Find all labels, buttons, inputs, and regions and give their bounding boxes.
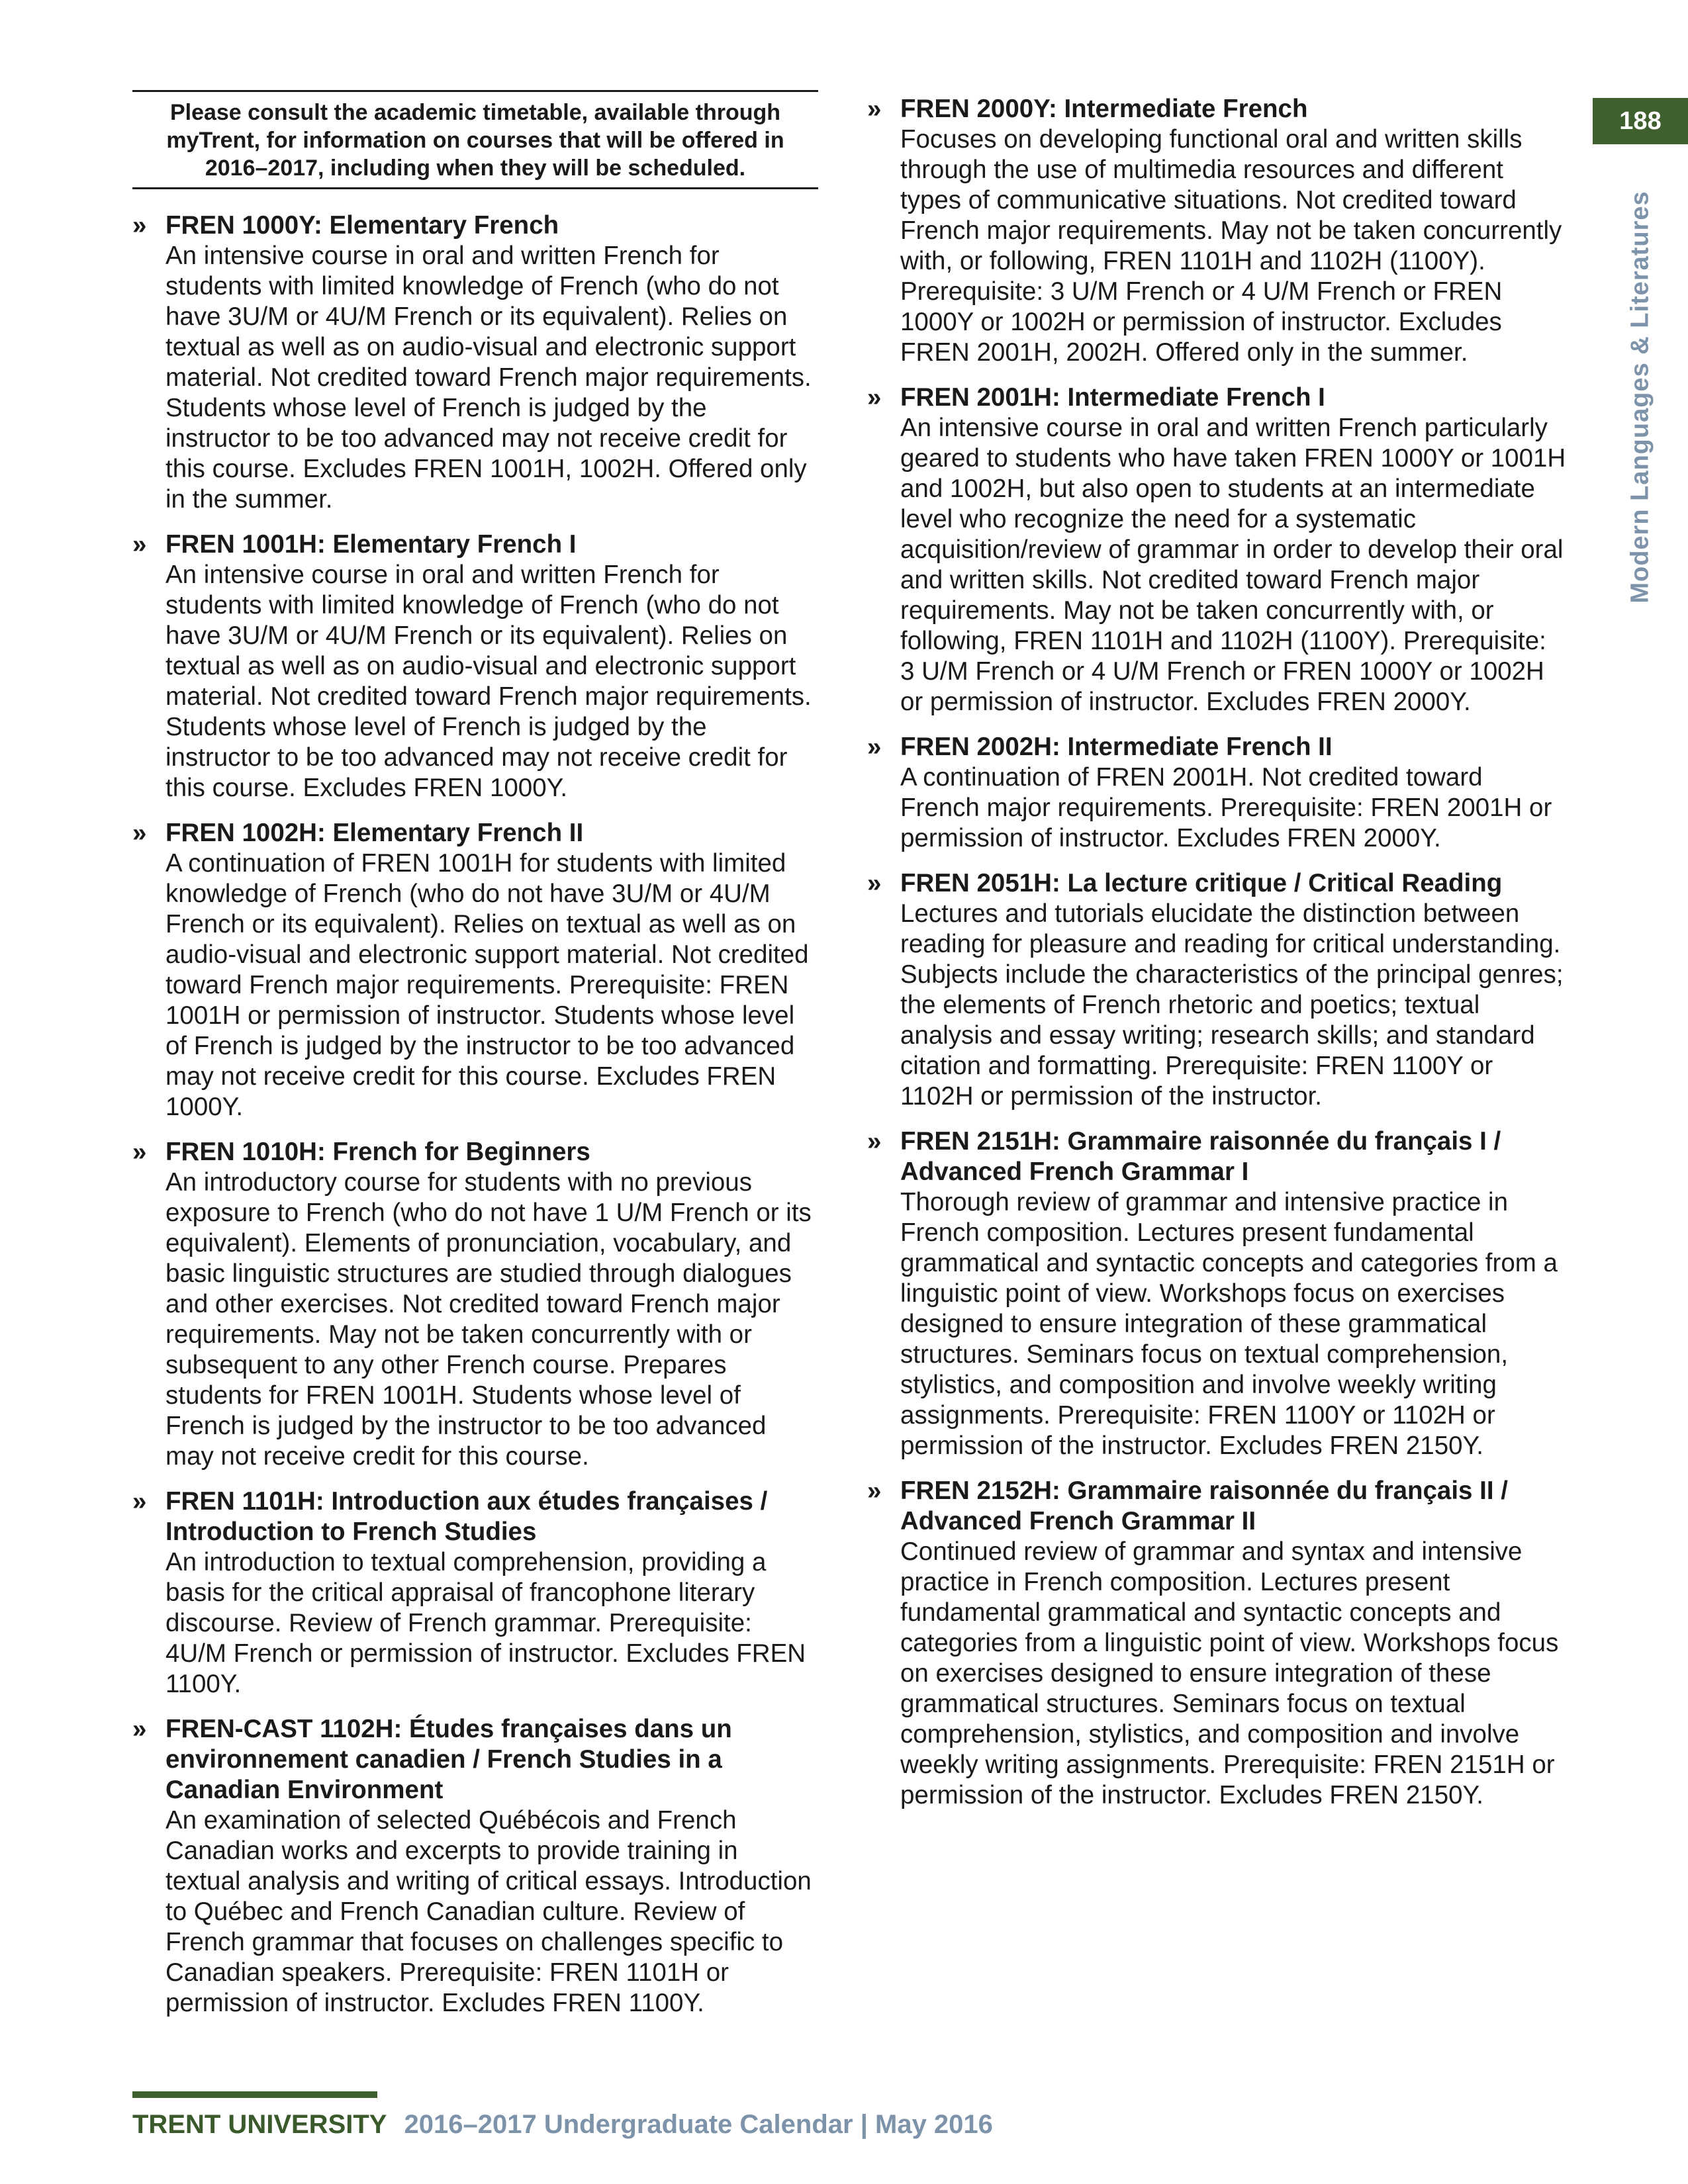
page-number-tab: 188 xyxy=(1593,98,1688,144)
section-side-label: Modern Languages & Literatures xyxy=(1626,191,1654,604)
bullet-marker: » xyxy=(132,211,147,240)
course-entry xyxy=(867,94,1566,368)
course-title: FREN 2002H: Intermediate French II xyxy=(900,733,1333,761)
course-description: Thorough review of grammar and intensive practice in French composition. Lectures present fundamental grammatical and syntactic concepts and categories from a linguistic point of view. Workshops focus on exercises designed to ensure integration of these grammatical structures. Seminars focus on textual comprehension, stylistics, and composition and involve weekly writing assignments. Prerequisite: FREN 1100Y or 1102H or permission of the instructor. Excludes FREN 2150Y. xyxy=(900,1188,1558,1460)
bullet-marker: » xyxy=(867,733,882,761)
course-entry xyxy=(867,1126,1566,1461)
bullet-marker: » xyxy=(867,1127,882,1156)
course-entry xyxy=(867,868,1566,1112)
course-description: An intensive course in oral and written French particularly geared to students who have taken FREN 1000Y or 1001H and 1002H, but also open to students at an intermediate level who recognize the need for a systematic acquisition/review of grammar in order to develop their oral and written skills. Not credited toward French major requirements. May not be taken concurrently with, or following, FREN 1101H and 1102H (1100Y). Prerequisite: 3 U/M French or 4 U/M French or FREN 1000Y or 1002H or permission of instructor. Excludes FREN 2000Y. xyxy=(900,414,1566,716)
course-title: FREN 1000Y: Elementary French xyxy=(165,211,559,240)
bullet-marker: » xyxy=(867,95,882,123)
bullet-marker: » xyxy=(132,1715,147,1743)
page-footer xyxy=(132,2110,993,2140)
course-description: An intensive course in oral and written French for students with limited knowledge of French (who do not have 3U/M or 4U/M French or its equivalent). Relies on textual as well as on audio-visual and electronic support material. Not credited toward French major requirements. Students whose level of French is judged by the instructor to be too advanced may not receive credit for this course. Excludes FREN 1001H, 1002H. Offered only in the summer. xyxy=(165,242,812,514)
bullet-marker: » xyxy=(867,1477,882,1505)
footer-university: TRENT UNIVERSITY xyxy=(132,2110,387,2139)
course-title: FREN 1101H: Introduction aux études françaises / Introduction to French Studies xyxy=(165,1487,768,1546)
course-entry xyxy=(867,732,1566,854)
course-description: Continued review of grammar and syntax and intensive practice in French composition. Lectures present fundamental grammatical and syntactic concepts and categories from a linguistic point of view. Workshops focus on exercises designed to ensure integration of these grammatical structures. Seminars focus on textual comprehension, stylistics, and composition and involve weekly writing assignments. Prerequisite: FREN 2151H or permission of the instructor. Excludes FREN 2150Y. xyxy=(900,1537,1559,1809)
course-title: FREN 2151H: Grammaire raisonnée du français I / Advanced French Grammar I xyxy=(900,1127,1501,1186)
bullet-marker: » xyxy=(867,383,882,412)
course-description: Focuses on developing functional oral and written skills through the use of multimedia resources and different types of communicative situations. Not credited toward French major requirements. May not be taken concurrently with, or following, FREN 1101H and 1102H (1100Y). Prerequisite: 3 U/M French or 4 U/M French or FREN 1000Y or 1002H or permission of instructor. Excludes FREN 2001H, 2002H. Offered only in the summer. xyxy=(900,125,1562,367)
bullet-marker: » xyxy=(867,869,882,897)
course-entry xyxy=(132,1137,818,1472)
bullet-marker: » xyxy=(132,1487,147,1516)
course-entry xyxy=(132,529,818,803)
course-entry xyxy=(132,818,818,1122)
course-entry xyxy=(867,1476,1566,1811)
course-description: An introductory course for students with no previous exposure to French (who do not have 1 U/M French or its equivalent). Elements of pronunciation, vocabulary, and basic linguistic structures are studied through dialogues and other exercises. Not credited toward French major requirements. May not be taken concurrently with or subsequent to any other French course. Prepares students for FREN 1001H. Students whose level of French is judged by the instructor to be too advanced may not receive credit for this course. xyxy=(165,1168,812,1471)
course-entry xyxy=(867,383,1566,717)
course-description: An intensive course in oral and written French for students with limited knowledge of French (who do not have 3U/M or 4U/M French or its equivalent). Relies on textual as well as on audio-visual and electronic support material. Not credited toward French major requirements. Students whose level of French is judged by the instructor to be too advanced may not receive credit for this course. Excludes FREN 1000Y. xyxy=(165,561,812,802)
course-title: FREN 2051H: La lecture critique / Critical Reading xyxy=(900,869,1503,897)
course-description: An examination of selected Québécois and French Canadian works and excerpts to provide training in textual analysis and writing of critical essays. Introduction to Québec and French Canadian culture. Review of French grammar that focuses on challenges specific to Canadian speakers. Prerequisite: FREN 1101H or permission of instructor. Excludes FREN 1100Y. xyxy=(165,1806,812,2017)
course-title: FREN 1001H: Elementary French I xyxy=(165,530,577,559)
course-title: FREN 1010H: French for Beginners xyxy=(165,1138,590,1166)
course-entry xyxy=(132,1486,818,1700)
course-title: FREN 2152H: Grammaire raisonnée du français II / Advanced French Grammar II xyxy=(900,1477,1508,1535)
right-column xyxy=(867,94,1566,1825)
course-title: FREN 2001H: Intermediate French I xyxy=(900,383,1325,412)
course-description: An introduction to textual comprehension, providing a basis for the critical appraisal of francophone literary discourse. Review of French grammar. Prerequisite: 4U/M French or permission of instructor. Excludes FREN 1100Y. xyxy=(165,1548,806,1698)
course-description: A continuation of FREN 2001H. Not credited toward French major requirements. Prerequisite: FREN 2001H or permission of instructor. Excludes FREN 2000Y. xyxy=(900,763,1552,852)
course-entry xyxy=(132,1714,818,2019)
footer-rule xyxy=(132,2091,377,2098)
course-description: Lectures and tutorials elucidate the distinction between reading for pleasure and reading for critical understanding. Subjects include the characteristics of the principal genres; the elements of French rhetoric and poetics; textual analysis and essay writing; research skills; and standard citation and formatting. Prerequisite: FREN 1100Y or 1102H or permission of the instructor. xyxy=(900,899,1564,1111)
left-column xyxy=(132,210,818,2033)
course-description: A continuation of FREN 1001H for students with limited knowledge of French (who do not have 3U/M or 4U/M French or its equivalent). Relies on textual as well as on audio-visual and electronic support material. Not credited toward French major requirements. Prerequisite: FREN 1001H or permission of instructor. Students whose level of French is judged by the instructor to be too advanced may not receive credit for this course. Excludes FREN 1000Y. xyxy=(165,849,809,1121)
bullet-marker: » xyxy=(132,1138,147,1166)
bullet-marker: » xyxy=(132,530,147,559)
course-title: FREN 2000Y: Intermediate French xyxy=(900,95,1308,123)
bullet-marker: » xyxy=(132,819,147,847)
footer-calendar: 2016–2017 Undergraduate Calendar | May 2016 xyxy=(404,2110,993,2139)
course-entry xyxy=(132,210,818,515)
course-title: FREN-CAST 1102H: Études françaises dans un environnement canadien / French Studies in a Canadian Environment xyxy=(165,1715,732,1804)
timetable-notice: Please consult the academic timetable, available through myTrent, for information on courses that will be offered in 2016–2017, including when they will be scheduled. xyxy=(132,90,818,189)
course-title: FREN 1002H: Elementary French II xyxy=(165,819,584,847)
